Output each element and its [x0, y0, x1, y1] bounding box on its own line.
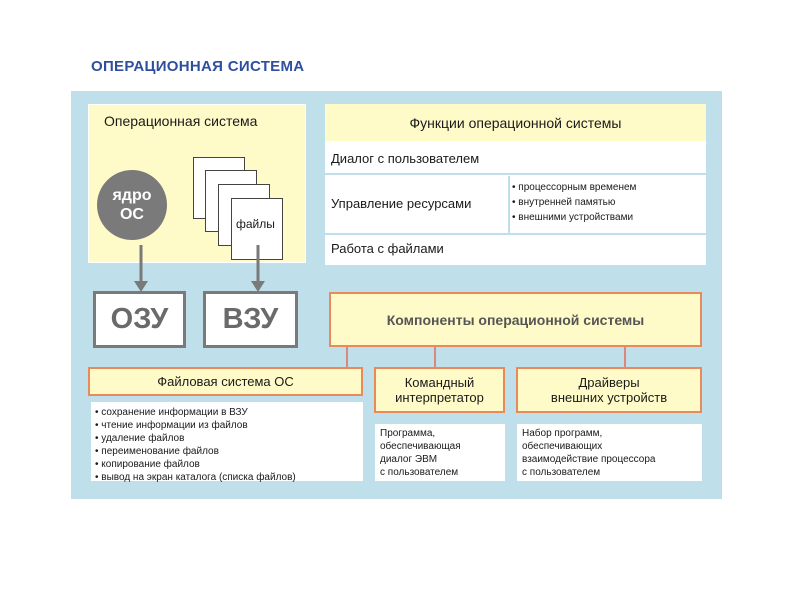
- interpreter-header: Командный интерпретатор: [374, 367, 505, 413]
- fs-item: • копирование файлов: [95, 459, 200, 470]
- components-header: Компоненты операционной системы: [329, 292, 702, 347]
- os-box-title: Операционная система: [104, 113, 258, 129]
- resource-item: • процессорным временем: [512, 182, 637, 193]
- fs-item: • вывод на экран каталога (списка файлов): [95, 472, 296, 483]
- resources-list: [512, 180, 636, 225]
- resource-item: • внешними устройствами: [512, 212, 634, 223]
- ext-storage-box: ВЗУ: [203, 291, 298, 348]
- resource-item: • внутренней памятью: [512, 197, 616, 208]
- fs-item: • сохранение информации в ВЗУ: [95, 407, 248, 418]
- function-resources: Управление ресурсами: [331, 196, 472, 211]
- page-title: ОПЕРАЦИОННАЯ СИСТЕМА: [91, 58, 305, 75]
- functions-header: Функции операционной системы: [409, 114, 622, 131]
- fs-item: • переименование файлов: [95, 446, 219, 457]
- fs-item: • удаление файлов: [95, 433, 185, 444]
- resources-divider: [508, 176, 510, 233]
- ram-box: ОЗУ: [93, 291, 186, 348]
- drivers-description: Набор программ, обеспечивающих взаимодействие процессора с пользователем: [517, 424, 702, 481]
- fs-description: [91, 402, 363, 481]
- function-row: [325, 143, 706, 175]
- function-row: [325, 235, 706, 265]
- fs-item: • чтение информации из файлов: [95, 420, 248, 431]
- function-dialog: Диалог с пользователем: [331, 151, 480, 166]
- interpreter-description: Программа, обеспечивающая диалог ЭВМ с пользователем: [375, 424, 505, 481]
- kernel-label: ядро ОС: [112, 187, 152, 223]
- function-files: Работа с файлами: [331, 241, 444, 256]
- drivers-header: Драйверы внешних устройств: [516, 367, 702, 413]
- files-label: файлы: [236, 217, 275, 231]
- fs-header: Файловая система ОС: [88, 367, 363, 396]
